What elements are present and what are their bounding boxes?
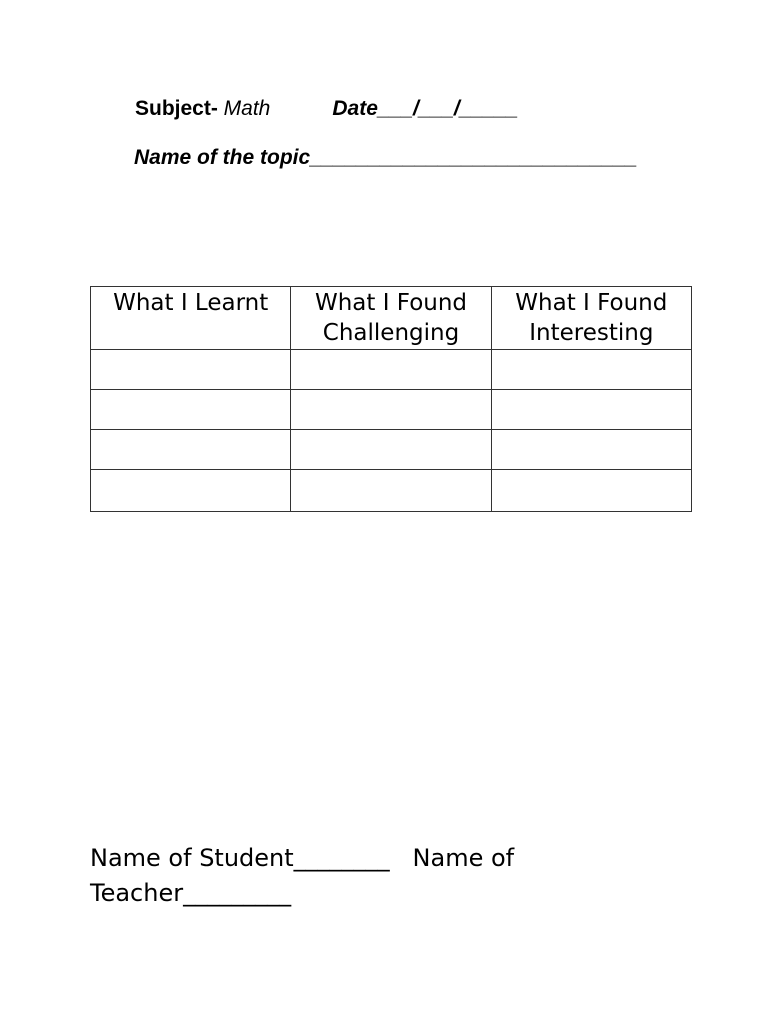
table-row [91, 390, 692, 430]
column-header-text: What I Found [515, 290, 668, 316]
column-header-text: What I Found [314, 290, 468, 316]
signature-line: Name of Student________ Name of Teacher_________ [90, 844, 522, 907]
table-cell[interactable] [291, 430, 491, 470]
table-cell[interactable] [91, 470, 291, 512]
column-header-text: What I Learnt [113, 290, 269, 316]
table-cell[interactable] [291, 470, 491, 512]
table-cell[interactable] [291, 350, 491, 390]
topic-blank: ____________________________ [310, 146, 638, 169]
table-header-row [91, 287, 692, 350]
reflection-table [90, 286, 692, 512]
subject-label: Subject- [135, 97, 218, 120]
column-header-challenging [291, 287, 491, 350]
column-header-learnt [91, 287, 291, 350]
table-row [91, 470, 692, 512]
date-label: Date [332, 97, 378, 120]
table-cell[interactable] [491, 470, 691, 512]
topic-line [134, 147, 637, 168]
table-cell[interactable] [91, 350, 291, 390]
subject-value: Math [217, 97, 271, 120]
table-cell[interactable] [491, 390, 691, 430]
table-row [91, 430, 692, 470]
table-row [91, 350, 692, 390]
column-header-text: Interesting [529, 320, 654, 346]
table-cell[interactable] [91, 430, 291, 470]
table-cell[interactable] [491, 350, 691, 390]
column-header-interesting [491, 287, 691, 350]
table-cell[interactable] [91, 390, 291, 430]
date-blank: ___/___/_____ [377, 97, 519, 120]
column-header-text: Challenging [322, 320, 460, 346]
table-cell[interactable] [291, 390, 491, 430]
subject-date-line [135, 98, 518, 119]
topic-label: Name of the topic [134, 146, 311, 169]
table-cell[interactable] [491, 430, 691, 470]
